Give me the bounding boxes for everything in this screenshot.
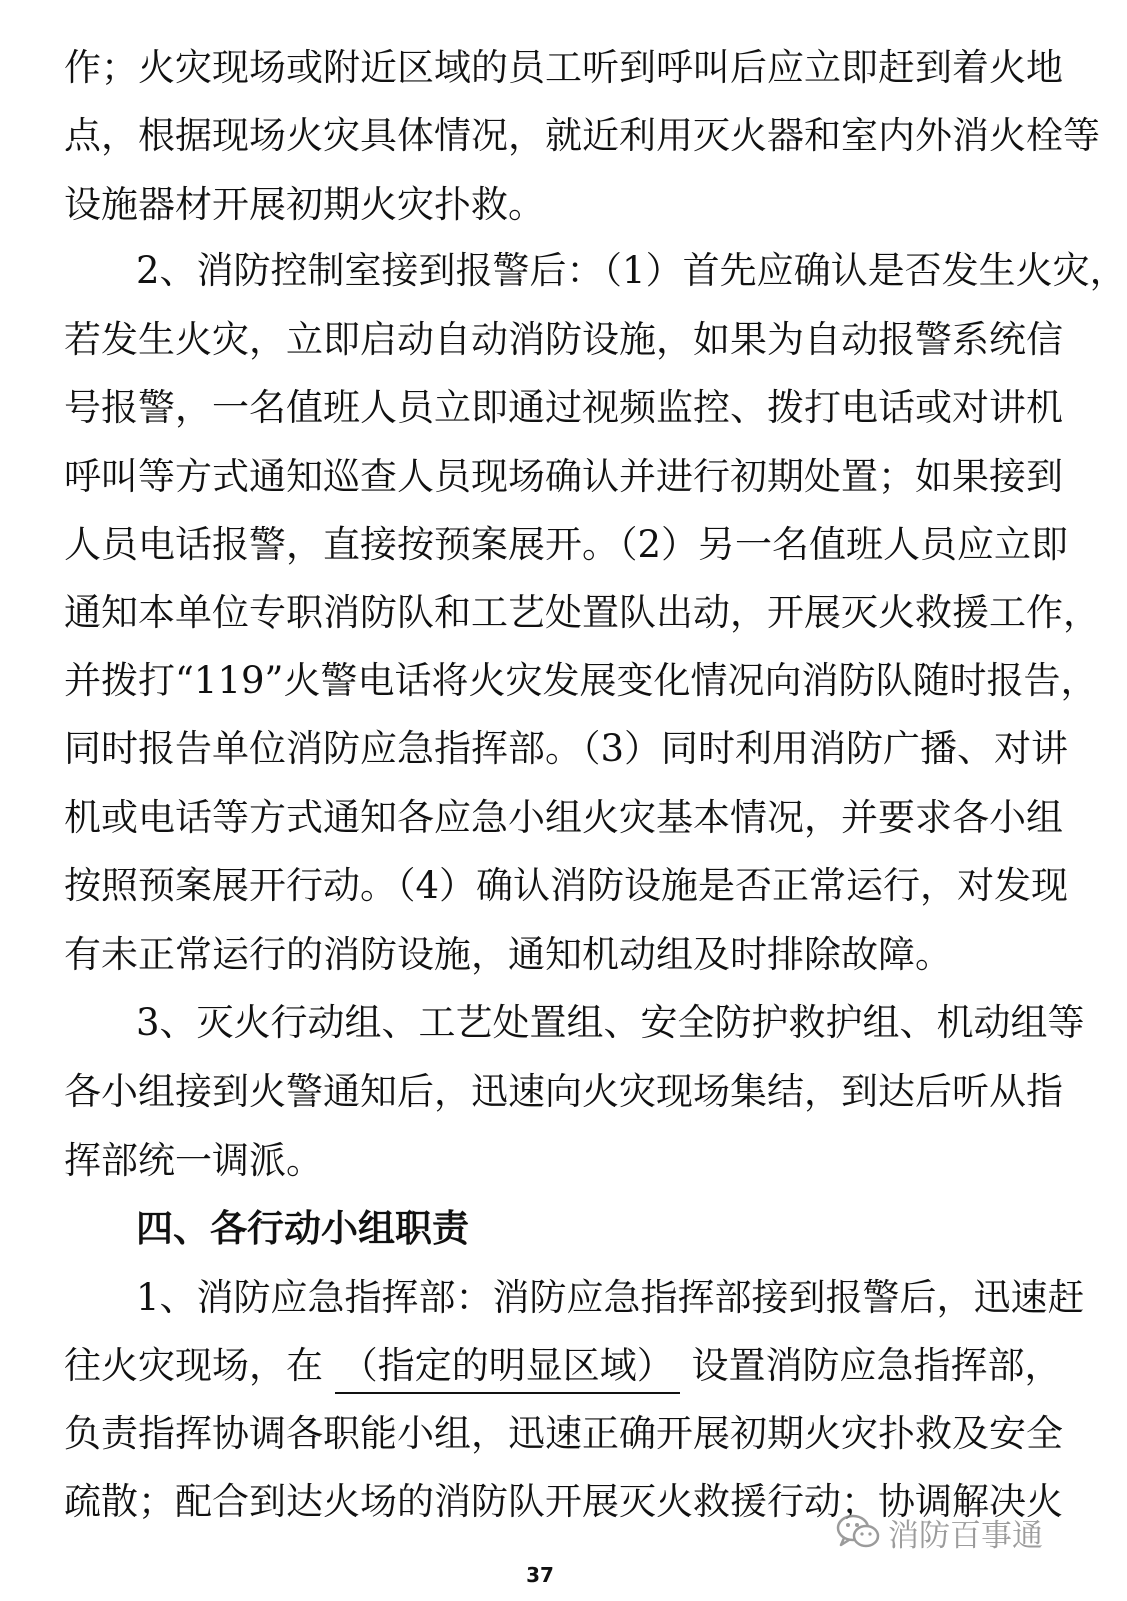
wechat-icon bbox=[836, 1513, 880, 1551]
body-line-with-blank bbox=[64, 1336, 1062, 1396]
line-segment: 设置消防应急指挥部， bbox=[691, 1344, 1062, 1387]
body-line: 呼叫等方式通知巡查人员现场确认并进行初期处置；如果接到 bbox=[64, 455, 1063, 498]
watermark bbox=[836, 1510, 1043, 1554]
body-line: 人员电话报警，直接按预案展开。（2）另一名值班人员应立即 bbox=[64, 523, 1069, 566]
body-line: 按照预案展开行动。（4）确认消防设施是否正常运行，对发现 bbox=[64, 864, 1069, 907]
body-line: 负责指挥协调各职能小组，迅速正确开展初期火灾扑救及安全 bbox=[64, 1412, 1063, 1455]
line-segment: 往火灾现场，在 bbox=[64, 1344, 323, 1387]
body-line: 点，根据现场火灾具体情况，就近利用灭火器和室内外消火栓等 bbox=[64, 114, 1100, 157]
body-line: 疏散；配合到达火场的消防队开展灭火救援行动；协调解决火 bbox=[64, 1480, 1063, 1523]
page-number: 37 bbox=[526, 1563, 554, 1587]
body-line: 有未正常运行的消防设施，通知机动组及时排除故障。 bbox=[64, 933, 952, 976]
body-line: 作；火灾现场或附近区域的员工听到呼叫后应立即赶到着火地 bbox=[64, 46, 1063, 89]
body-line: 机或电话等方式通知各应急小组火灾基本情况，并要求各小组 bbox=[64, 796, 1063, 839]
body-line: 同时报告单位消防应急指挥部。（3）同时利用消防广播、对讲 bbox=[64, 727, 1069, 770]
body-line: 2、消防控制室接到报警后：（1）首先应确认是否发生火灾， bbox=[136, 249, 1127, 292]
section-heading: 四、各行动小组职责 bbox=[136, 1207, 469, 1250]
body-line: 1、消防应急指挥部：消防应急指挥部接到报警后，迅速赶 bbox=[136, 1276, 1085, 1319]
body-line: 挥部统一调派。 bbox=[64, 1139, 323, 1182]
watermark-text: 消防百事通 bbox=[888, 1517, 1043, 1554]
body-line: 并拨打“119”火警电话将火灾发展变化情况向消防队随时报告， bbox=[64, 659, 1098, 702]
body-line: 设施器材开展初期火灾扑救。 bbox=[64, 183, 545, 226]
underlined-blank: （指定的明显区域） bbox=[335, 1340, 680, 1394]
body-line: 各小组接到火警通知后，迅速向火灾现场集结，到达后听从指 bbox=[64, 1070, 1063, 1113]
body-line: 3、灭火行动组、工艺处置组、安全防护救护组、机动组等 bbox=[136, 1001, 1085, 1044]
body-line: 号报警，一名值班人员立即通过视频监控、拨打电话或对讲机 bbox=[64, 386, 1063, 429]
body-line: 若发生火灾，立即启动自动消防设施，如果为自动报警系统信 bbox=[64, 318, 1063, 361]
body-line: 通知本单位专职消防队和工艺处置队出动，开展灭火救援工作， bbox=[64, 591, 1100, 634]
